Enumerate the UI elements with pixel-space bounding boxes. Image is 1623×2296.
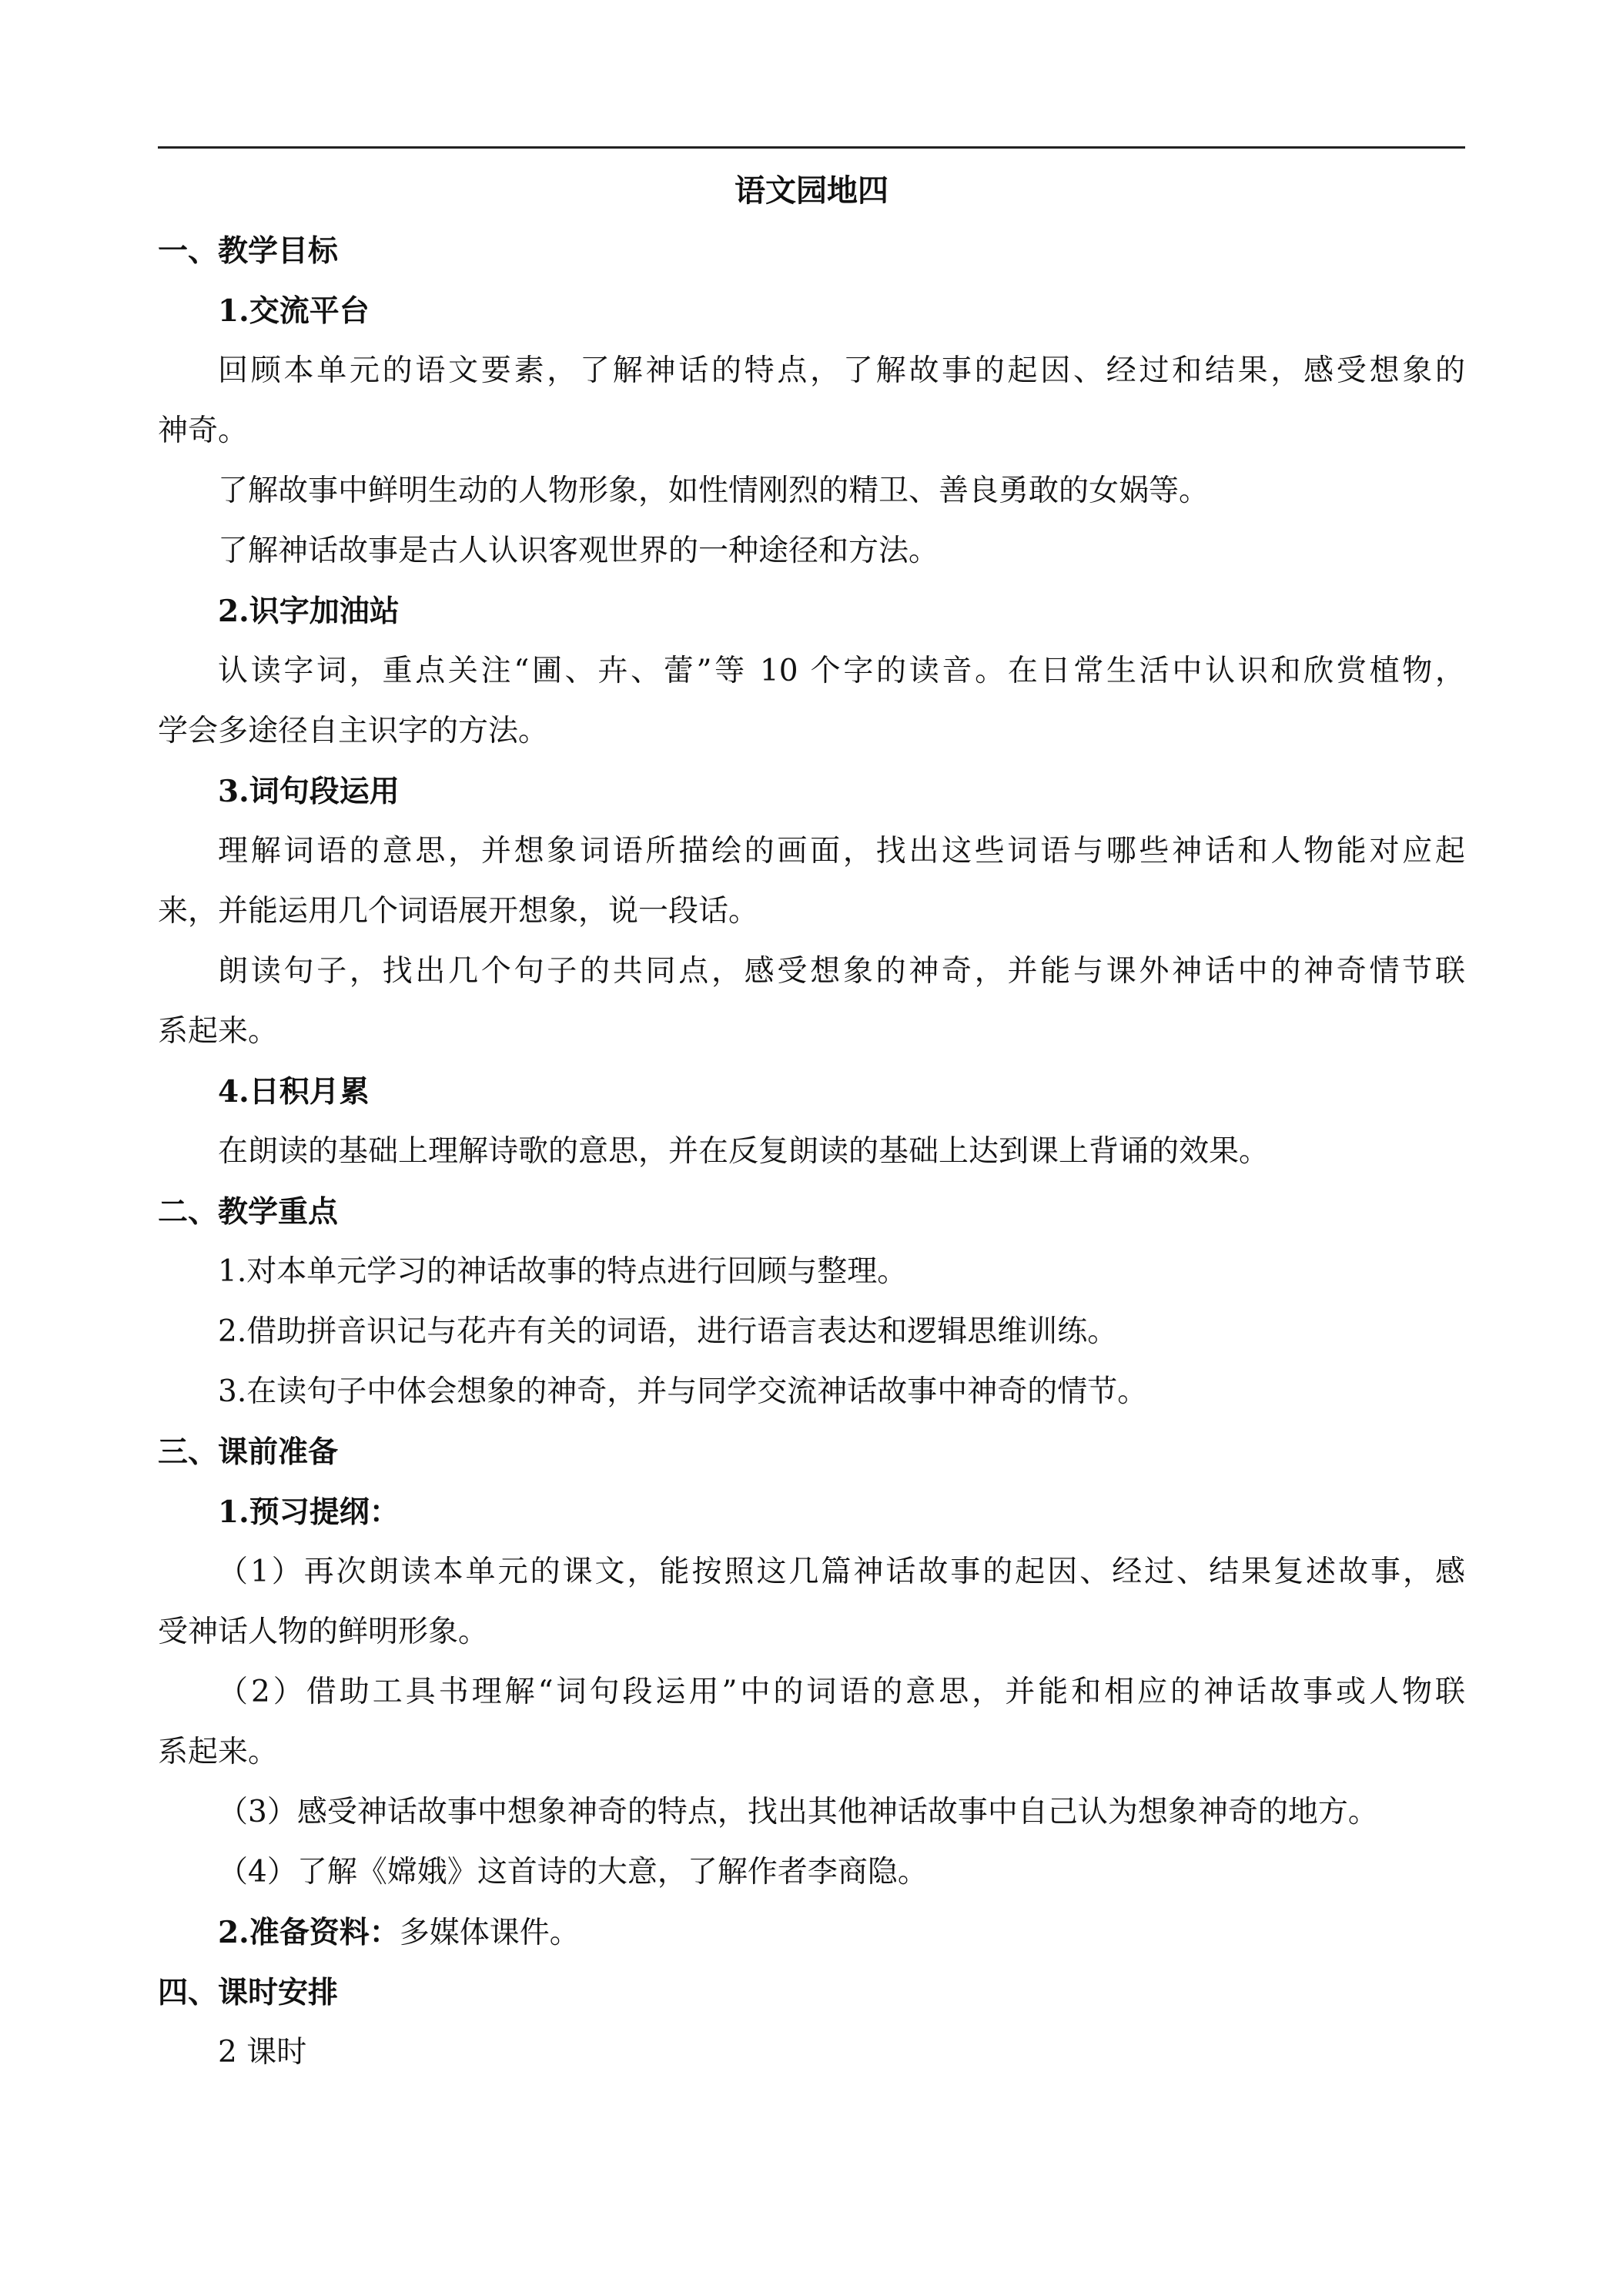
section-heading-preparation: 三、课前准备 <box>158 1434 339 1470</box>
subheading-exchange-platform: 1.交流平台 <box>218 293 370 329</box>
paragraph-line: 了解神话故事是古人认识客观世界的一种途径和方法。 <box>218 534 939 568</box>
paragraph-line: 受神话人物的鲜明形象。 <box>158 1615 489 1649</box>
paragraph-line: 神奇。 <box>158 413 249 448</box>
page-title: 语文园地四 <box>735 172 888 209</box>
list-item: 1.对本单元学习的神话故事的特点进行回顾与整理。 <box>218 1254 908 1289</box>
paragraph-line: 在朗读的基础上理解诗歌的意思，并在反复朗读的基础上达到课上背诵的效果。 <box>218 1134 1270 1169</box>
paragraph-line: （1）再次朗读本单元的课文，能按照这几篇神话故事的起因、经过、结果复述故事，感 <box>218 1555 1465 1589</box>
schedule-text: 2 课时 <box>218 2035 307 2070</box>
section-heading-schedule: 四、课时安排 <box>158 1975 339 2010</box>
subheading-word-sentence-use: 3.词句段运用 <box>218 774 400 809</box>
paragraph-line: （2）借助工具书理解“词句段运用”中的词语的意思，并能和相应的神话故事或人物联 <box>218 1675 1465 1709</box>
list-item: 2.借助拼音识记与花卉有关的词语，进行语言表达和逻辑思维训练。 <box>218 1314 1118 1349</box>
materials-text: 多媒体课件。 <box>399 1916 580 1950</box>
paragraph-line: 来，并能运用几个词语展开想象，说一段话。 <box>158 894 759 929</box>
paragraph-line: 系起来。 <box>158 1014 279 1049</box>
subheading-preview-outline: 1.预习提纲： <box>218 1494 400 1530</box>
subheading-daily-accumulation: 4.日积月累 <box>218 1074 370 1110</box>
paragraph-line: 了解故事中鲜明生动的人物形象，如性情刚烈的精卫、善良勇敢的女娲等。 <box>218 474 1210 508</box>
subheading-materials: 2.准备资料： <box>218 1915 400 1950</box>
subheading-literacy-station: 2.识字加油站 <box>218 594 400 629</box>
paragraph-line: 理解词语的意思，并想象词语所描绘的画面，找出这些词语与哪些神话和人物能对应起 <box>218 834 1465 869</box>
paragraph-line: 认读字词，重点关注“圃、卉、蕾”等 10 个字的读音。在日常生活中认识和欣赏植物， <box>218 654 1465 688</box>
paragraph-line: 朗读句子，找出几个句子的共同点，感受想象的神奇，并能与课外神话中的神奇情节联 <box>218 954 1465 989</box>
paragraph-line: （4）了解《嫦娥》这首诗的大意，了解作者李商隐。 <box>218 1855 928 1889</box>
list-item: 3.在读句子中体会想象的神奇，并与同学交流神话故事中神奇的情节。 <box>218 1374 1148 1409</box>
paragraph-line: 回顾本单元的语文要素，了解神话的特点，了解故事的起因、经过和结果，感受想象的 <box>218 353 1465 388</box>
header-rule <box>158 146 1465 149</box>
section-heading-key-points: 二、教学重点 <box>158 1194 339 1230</box>
paragraph-line: 系起来。 <box>158 1735 279 1769</box>
materials-line <box>218 1913 1465 1953</box>
section-heading-objectives: 一、教学目标 <box>158 233 339 269</box>
paragraph-line: （3）感受神话故事中想象神奇的特点，找出其他神话故事中自己认为想象神奇的地方。 <box>218 1795 1378 1829</box>
paragraph-line: 学会多途径自主识字的方法。 <box>158 714 549 748</box>
